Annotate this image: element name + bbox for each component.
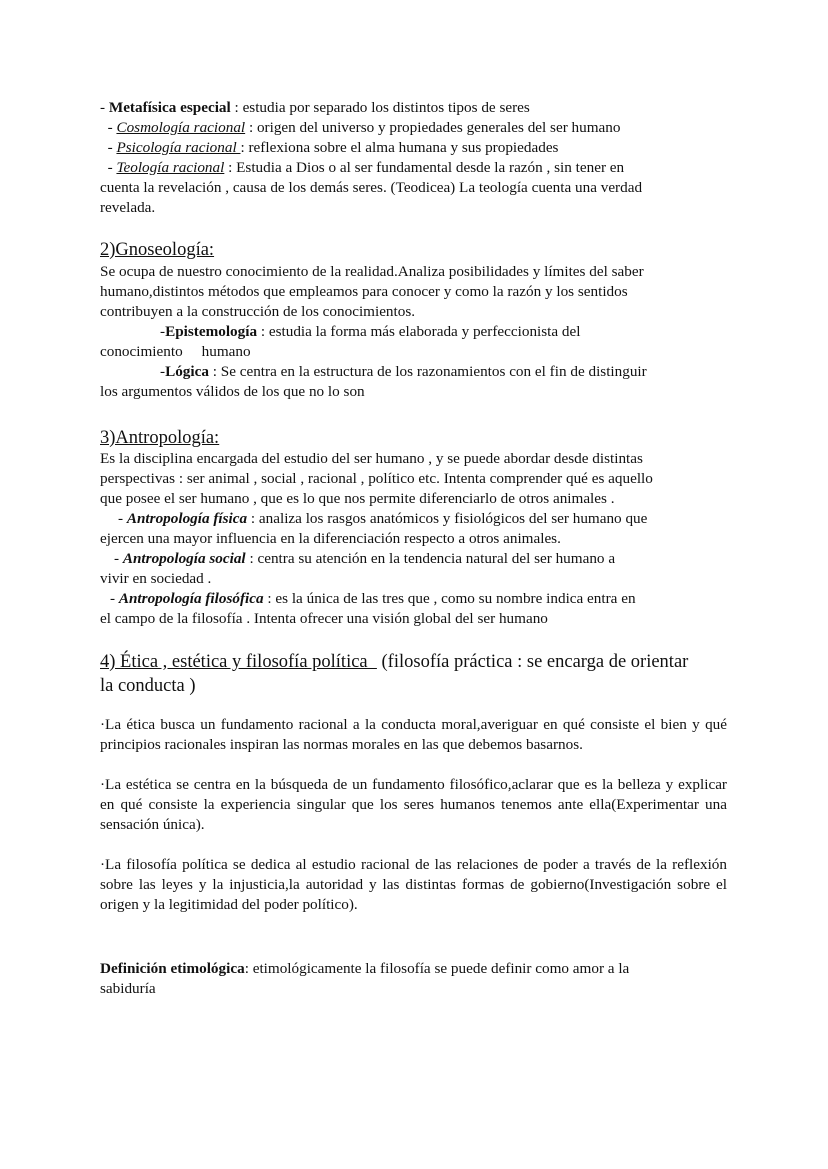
cosmologia-title: Cosmología racional bbox=[116, 119, 246, 136]
antropologia-fisica-title: Antropología física bbox=[126, 510, 248, 527]
antropologia-social-title: Antropología social bbox=[122, 550, 246, 567]
etica-paragraph: ·La ética busca un fundamento racional a la conducta moral,averiguar en qué consiste el bien y qué principios racionales inspiran las normas morales en las que debemos basarnos. bbox=[100, 716, 727, 753]
antropologia-filosofica-line: - Antropología filosófica : es la única de las tres que , como su nombre indica entra en bbox=[110, 590, 636, 607]
psicologia-line: - Psicología racional : reflexiona sobre el alma humana y sus propiedades bbox=[100, 139, 559, 156]
antropologia-social-desc: : centra su atención en la tendencia natural del ser humano a bbox=[245, 550, 616, 567]
definicion-cont: sabiduría bbox=[100, 980, 156, 997]
gnoseologia-p2: humano,distintos métodos que empleamos para conocer y como la razón y los sentidos bbox=[100, 283, 628, 300]
epistemologia-line: -Epistemología : estudia la forma más elaborada y perfeccionista del bbox=[160, 323, 581, 340]
cosmologia-line: - Cosmología racional : origen del universo y propiedades generales del ser humano bbox=[100, 119, 621, 136]
epistemologia-title: Epistemología bbox=[165, 323, 258, 340]
gnoseologia-heading: 2)Gnoseología: bbox=[100, 240, 215, 260]
epistemologia-cont: conocimiento humano bbox=[100, 343, 251, 360]
epistemologia-desc: : estudia la forma más elaborada y perfeccionista del bbox=[257, 323, 581, 340]
metafisica-title: Metafísica especial bbox=[108, 99, 231, 116]
etica-heading-underlined: 4) Ética , estética y filosofía política bbox=[100, 652, 377, 672]
teologia-title: Teología racional bbox=[116, 159, 225, 176]
estetica-paragraph: ·La estética se centra en la búsqueda de un fundamento filosófico,aclarar que es la belleza y explicar en qué consiste la experiencia singular que los seres humanos tenemos ante ella(Experimentar una sensación única). bbox=[100, 776, 727, 833]
teologia-line: - Teología racional : Estudia a Dios o al ser fundamental desde la razón , sin tener en bbox=[100, 159, 625, 176]
definicion-line bbox=[100, 959, 629, 979]
antropologia-p2: perspectivas : ser animal , social , racional , político etc. Intenta comprender qué es aquello bbox=[100, 470, 653, 487]
antropologia-filosofica-cont: el campo de la filosofía . Intenta ofrecer una visión global del ser humano bbox=[100, 610, 548, 627]
logica-line: -Lógica : Se centra en la estructura de los razonamientos con el fin de distinguir bbox=[160, 363, 647, 380]
logica-title: Lógica bbox=[165, 363, 209, 380]
antropologia-social-line: - Antropología social : centra su atención en la tendencia natural del ser humano a bbox=[114, 550, 616, 567]
antropologia-social-cont: vivir en sociedad . bbox=[100, 570, 212, 587]
antropologia-filosofica-title: Antropología filosófica bbox=[118, 590, 264, 607]
definicion-desc: : etimológicamente la filosofía se puede definir como amor a la bbox=[244, 960, 630, 977]
psicologia-title: Psicología racional bbox=[116, 139, 241, 156]
gnoseologia-p1: Se ocupa de nuestro conocimiento de la realidad.Analiza posibilidades y límites del saber bbox=[100, 263, 644, 280]
logica-cont: los argumentos válidos de los que no lo son bbox=[100, 383, 365, 400]
psicologia-desc: : reflexiona sobre el alma humana y sus propiedades bbox=[240, 139, 559, 156]
antropologia-fisica-desc: : analiza los rasgos anatómicos y fisiológicos del ser humano que bbox=[247, 510, 648, 527]
antropologia-fisica-line: - Antropología física : analiza los rasgos anatómicos y fisiológicos del ser humano que bbox=[118, 510, 648, 527]
antropologia-p1: Es la disciplina encargada del estudio del ser humano , y se puede abordar desde distintas bbox=[100, 450, 643, 467]
cosmologia-desc: : origen del universo y propiedades generales del ser humano bbox=[245, 119, 621, 136]
etica-heading-rest: (filosofía práctica : se encarga de orientar bbox=[376, 652, 689, 672]
gnoseologia-p3: contribuyen a la construcción de los conocimientos. bbox=[100, 303, 416, 320]
etica-heading-cont: la conducta ) bbox=[100, 676, 196, 696]
definicion-title: Definición etimológica bbox=[100, 960, 245, 977]
metafisica-line: - Metafísica especial : estudia por separado los distintos tipos de seres bbox=[100, 99, 530, 116]
teologia-cont-2: revelada. bbox=[100, 199, 156, 216]
antropologia-filosofica-desc: : es la única de las tres que , como su nombre indica entra en bbox=[263, 590, 636, 607]
antropologia-heading: 3)Antropología: bbox=[100, 428, 220, 448]
politica-paragraph: ·La filosofía política se dedica al estudio racional de las relaciones de poder a través de la reflexión sobre las leyes y la injusticia,la autoridad y las distintas formas de gobierno(Investigación sobre el origen y la legitimidad del poder político). bbox=[100, 856, 727, 913]
teologia-desc: : Estudia a Dios o al ser fundamental desde la razón , sin tener en bbox=[224, 159, 625, 176]
antropologia-p3: que posee el ser humano , que es lo que nos permite diferenciarlo de otros animales . bbox=[100, 490, 615, 507]
logica-desc: : Se centra en la estructura de los razonamientos con el fin de distinguir bbox=[208, 363, 647, 380]
metafisica-desc: : estudia por separado los distintos tipos de seres bbox=[230, 99, 530, 116]
antropologia-fisica-cont: ejercen una mayor influencia en la diferenciación respecto a otros animales. bbox=[100, 530, 561, 547]
etica-heading bbox=[100, 650, 688, 674]
teologia-cont-1: cuenta la revelación , causa de los demás seres. (Teodicea) La teología cuenta una verdad bbox=[100, 179, 643, 196]
